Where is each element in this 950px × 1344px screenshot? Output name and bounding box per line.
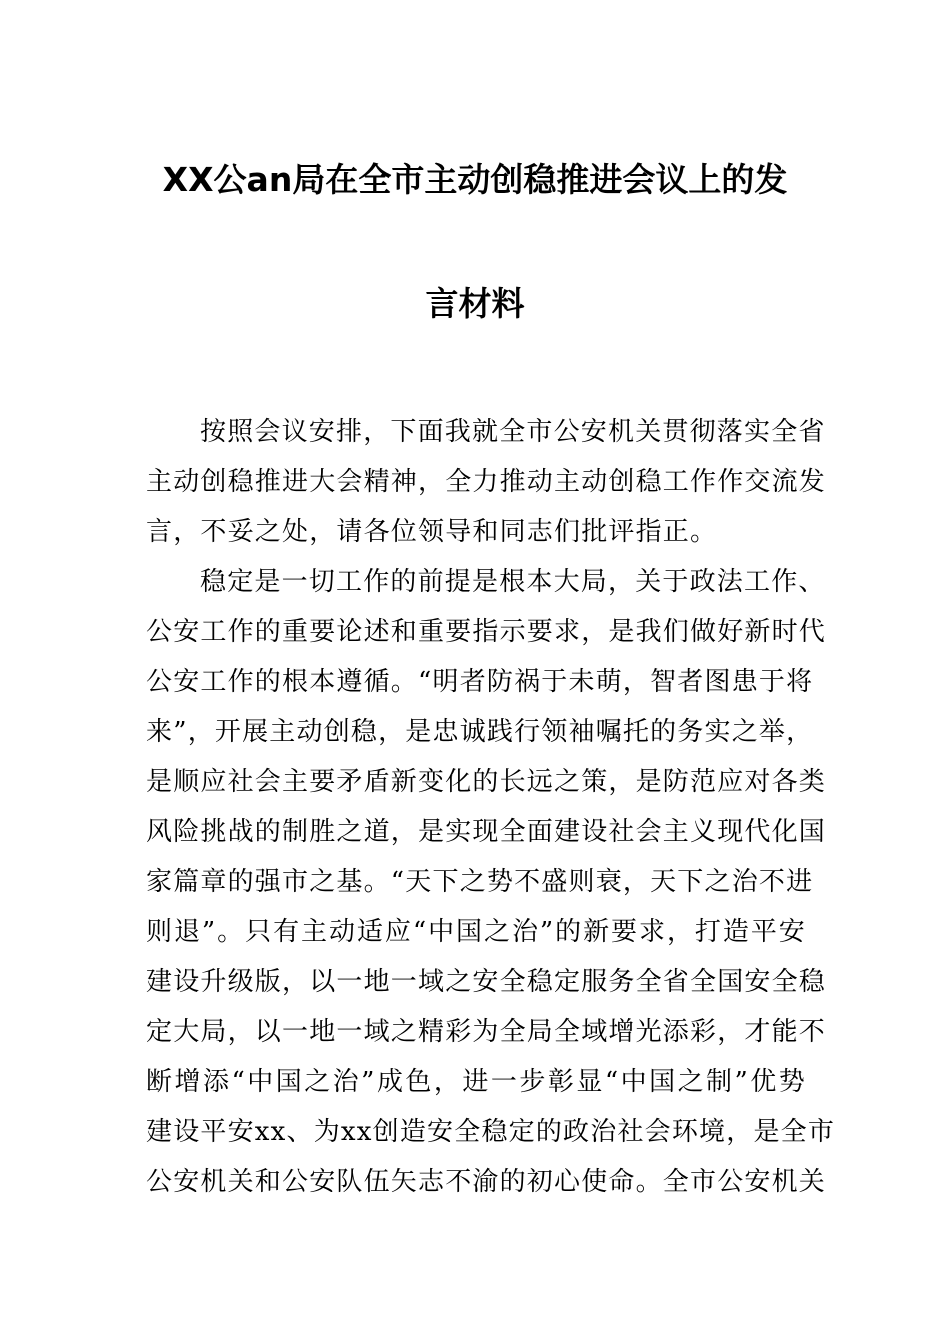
- document-title-line-1: XX公an局在全市主动创稳推进会议上的发: [162, 160, 788, 199]
- paragraph-line: 主动创稳推进大会精神，全力推动主动创稳工作作交流发: [146, 467, 827, 497]
- paragraph-line: 公安工作的重要论述和重要指示要求，是我们做好新时代: [146, 617, 827, 647]
- paragraph-line: 则退”。只有主动适应“中国之治”的新要求，打造平安: [146, 917, 806, 947]
- paragraph-line: 言，不妥之处，请各位领导和同志们批评指正。: [146, 517, 718, 547]
- paragraph-line: 家篇章的强市之基。“天下之势不盛则衰，天下之治不进: [146, 867, 814, 897]
- paragraph-line: 来”，开展主动创稳，是忠诚践行领袖嘱托的务实之举，: [146, 717, 814, 747]
- paragraph-line: 建设升级版，以一地一域之安全稳定服务全省全国安全稳: [146, 967, 827, 997]
- paragraph-line: 稳定是一切工作的前提是根本大局，关于政法工作、: [200, 567, 826, 597]
- paragraph-line: 按照会议安排，下面我就全市公安机关贯彻落实全省: [200, 417, 826, 447]
- paragraph-1: [146, 407, 827, 557]
- paragraph-line: 公安机关和公安队伍矢志不渝的初心使命。全市公安机关: [146, 1167, 827, 1197]
- paragraph-line: 断增添“中国之治”成色，进一步彰显“中国之制”优势: [146, 1067, 806, 1097]
- paragraph-line: 公安工作的根本遵循。“明者防祸于未萌，智者图患于将: [146, 667, 814, 697]
- paragraph-line: 建设平安xx、为xx创造安全稳定的政治社会环境，是全市: [146, 1117, 836, 1147]
- paragraph-line: 风险挑战的制胜之道，是实现全面建设社会主义现代化国: [146, 817, 827, 847]
- paragraph-2: [146, 557, 836, 1207]
- paragraph-line: 是顺应社会主要矛盾新变化的长远之策，是防范应对各类: [146, 767, 827, 797]
- document-title-line-2: 言材料: [425, 284, 525, 323]
- paragraph-line: 定大局，以一地一域之精彩为全局全域增光添彩，才能不: [146, 1017, 827, 1047]
